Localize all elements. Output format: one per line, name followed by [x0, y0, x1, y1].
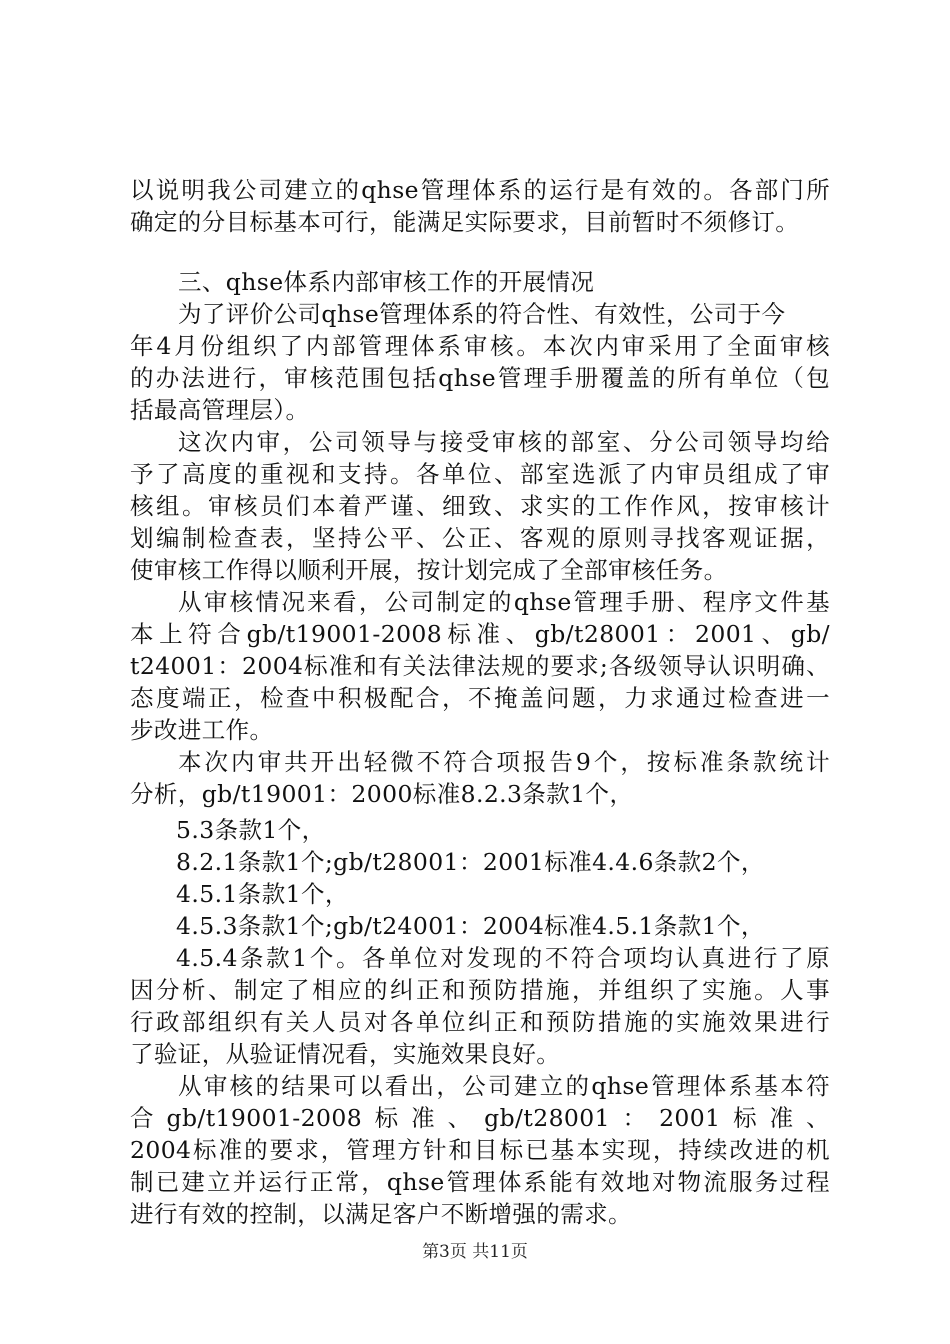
- text-line: 确定的分目标基本可行，能满足实际要求，目前暂时不须修订。: [130, 208, 800, 236]
- text-line: 8.2.1条款1个;gb/t28001：2001标准4.4.6条款2个，: [176, 848, 765, 876]
- text-line: 了验证，从验证情况看，实施效果良好。: [130, 1040, 561, 1068]
- text-line: 核组。审核员们本着严谨、细致、求实的工作作风，按审核计: [130, 492, 830, 520]
- section-heading: 三、qhse体系内部审核工作的开展情况: [178, 268, 595, 296]
- text-line: 予了高度的重视和支持。各单位、部室选派了内审员组成了审: [130, 460, 830, 488]
- text-line: 从审核的结果可以看出，公司建立的qhse管理体系基本符: [178, 1072, 830, 1100]
- text-line: 的办法进行，审核范围包括qhse管理手册覆盖的所有单位（包: [130, 364, 830, 392]
- text-line: 步改进工作。: [130, 716, 274, 744]
- text-line: 合gb/t19001-2008标准、gb/t28001：2001标准、: [130, 1104, 830, 1132]
- text-line: 使审核工作得以顺利开展，按计划完成了全部审核任务。: [130, 556, 728, 584]
- text-line: 括最高管理层）。: [130, 396, 310, 424]
- text-line: 进行有效的控制，以满足客户不断增强的需求。: [130, 1200, 632, 1228]
- text-line: 年4月份组织了内部管理体系审核。本次内审采用了全面审核: [130, 332, 830, 360]
- text-line: 4.5.3条款1个;gb/t24001：2004标准4.5.1条款1个，: [176, 912, 765, 940]
- text-line: 因分析、制定了相应的纠正和预防措施，并组织了实施。人事: [130, 976, 830, 1004]
- text-line: 这次内审，公司领导与接受审核的部室、分公司领导均给: [178, 428, 830, 456]
- text-line: t24001：2004标准和有关法律法规的要求;各级领导认识明确、: [130, 652, 830, 680]
- text-line: 4.5.4条款1个。各单位对发现的不符合项均认真进行了原: [176, 944, 830, 972]
- text-line: 5.3条款1个，: [176, 816, 326, 844]
- text-line: 态度端正，检查中积极配合，不掩盖问题，力求通过检查进一: [130, 684, 830, 712]
- text-line: 分析，gb/t19001：2000标准8.2.3条款1个，: [130, 780, 634, 808]
- text-line: 为了评价公司qhse管理体系的符合性、有效性，公司于今: [178, 300, 786, 328]
- text-line: 行政部组织有关人员对各单位纠正和预防措施的实施效果进行: [130, 1008, 830, 1036]
- text-line: 从审核情况来看，公司制定的qhse管理手册、程序文件基: [178, 588, 830, 616]
- text-line: 本次内审共开出轻微不符合项报告9个，按标准条款统计: [178, 748, 830, 776]
- text-line: 制已建立并运行正常，qhse管理体系能有效地对物流服务过程: [130, 1168, 830, 1196]
- page-number-footer: 第3页 共11页: [422, 1242, 528, 1262]
- text-line: 划编制检查表，坚持公平、公正、客观的原则寻找客观证据，: [130, 524, 830, 552]
- text-line: 4.5.1条款1个，: [176, 880, 349, 908]
- text-line: 本上符合gb/t19001-2008标准、gb/t28001：2001、gb/: [130, 620, 830, 648]
- text-line: 2004标准的要求，管理方针和目标已基本实现，持续改进的机: [130, 1136, 830, 1164]
- text-line: 以说明我公司建立的qhse管理体系的运行是有效的。各部门所: [130, 176, 830, 204]
